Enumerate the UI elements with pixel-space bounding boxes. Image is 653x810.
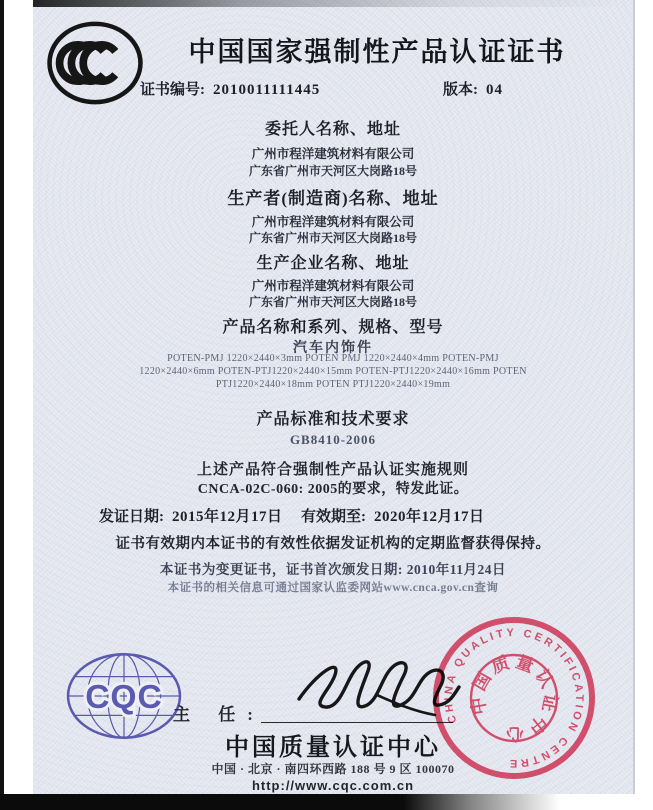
scan-edge-right: [633, 0, 635, 794]
version-value: 04: [486, 82, 503, 98]
factory-heading: 生产企业名称、地址: [256, 255, 410, 272]
expiry-date: [301, 505, 485, 526]
seal-ring-text: CHINA QUALITY CERTIFICATION CENTRE: [442, 626, 586, 770]
validity-note: 证书有效期内本证书的有效性依据发证机构的定期监督获得保持。: [115, 536, 551, 552]
cert-number-label: 证书编号:: [140, 82, 205, 98]
cert-number: [140, 78, 320, 99]
version-label: 版本:: [443, 82, 478, 98]
applicant-heading: 委托人名称、地址: [264, 121, 401, 138]
expiry-date-value: 2020年12月17日: [374, 509, 485, 525]
org-name: 中国质量认证中心: [225, 735, 441, 761]
factory-address: 广东省广州市天河区大岗路18号: [248, 295, 417, 309]
standard-heading: 产品标准和技术要求: [256, 411, 410, 428]
change-note: 本证书为变更证书，证书首次颁发日期: 2010年11月24日: [159, 562, 507, 577]
issue-date: [99, 505, 283, 526]
info-note: 本证书的相关信息可通过国家认监委网站www.cnca.gov.cn查询: [167, 582, 499, 594]
svg-text:CHINA QUALITY CERTIFICATION CE: [428, 612, 600, 784]
expiry-date-label: 有效期至:: [301, 509, 366, 525]
product-heading: 产品名称和系列、规格、型号: [222, 319, 444, 336]
version: [443, 78, 503, 99]
manufacturer-address: 广东省广州市天河区大岗路18号: [248, 231, 417, 245]
org-address: 中国 · 北京 · 南四环西路 188 号 9 区 100070: [211, 762, 455, 776]
factory-name: 广州市程洋建筑材料有限公司: [251, 279, 415, 293]
seal-inner-text: 中国质量认证中心: [466, 651, 562, 745]
applicant-name: 广州市程洋建筑材料有限公司: [251, 147, 415, 161]
cert-number-value: 2010011111445: [213, 82, 321, 98]
issue-date-label: 发证日期:: [99, 509, 164, 525]
scan-edge-bottom: [0, 794, 560, 810]
product-name: 汽车内饰件: [293, 341, 373, 356]
certificate-paper: [33, 0, 633, 794]
org-website: http://www.cqc.com.cn: [251, 778, 415, 793]
cqc-logo-text: CQC: [85, 679, 163, 717]
statement-line-1: 上述产品符合强制性产品认证实施规则: [196, 462, 469, 478]
standard-value: GB8410-2006: [289, 432, 377, 447]
applicant-address: 广东省广州市天河区大岗路18号: [248, 164, 417, 178]
director-label: 主 任:: [173, 705, 265, 724]
certificate-title: 中国国家强制性产品认证证书: [188, 37, 566, 67]
statement-line-2: CNCA-02C-060: 2005的要求，特发此证。: [197, 482, 469, 497]
product-models-line: POTEN-PMJ 1220×2440×3mm POTEN PMJ 1220×2440×4mm POTEN-PMJ: [167, 353, 499, 364]
manufacturer-name: 广州市程洋建筑材料有限公司: [251, 215, 415, 229]
red-seal: [428, 612, 600, 784]
product-models-line: 1220×2440×6mm POTEN-PTJ1220×2440×15mm POTEN-PTJ1220×2440×16mm POTEN: [139, 366, 527, 377]
issue-date-value: 2015年12月17日: [172, 509, 283, 525]
signature-line: [261, 722, 453, 723]
scan-edge-left: [0, 0, 4, 810]
scan-edge-top: [33, 0, 633, 7]
product-models-line: PTJ1220×2440×18mm POTEN PTJ1220×2440×19mm: [215, 379, 451, 390]
manufacturer-heading: 生产者(制造商)名称、地址: [227, 189, 439, 208]
